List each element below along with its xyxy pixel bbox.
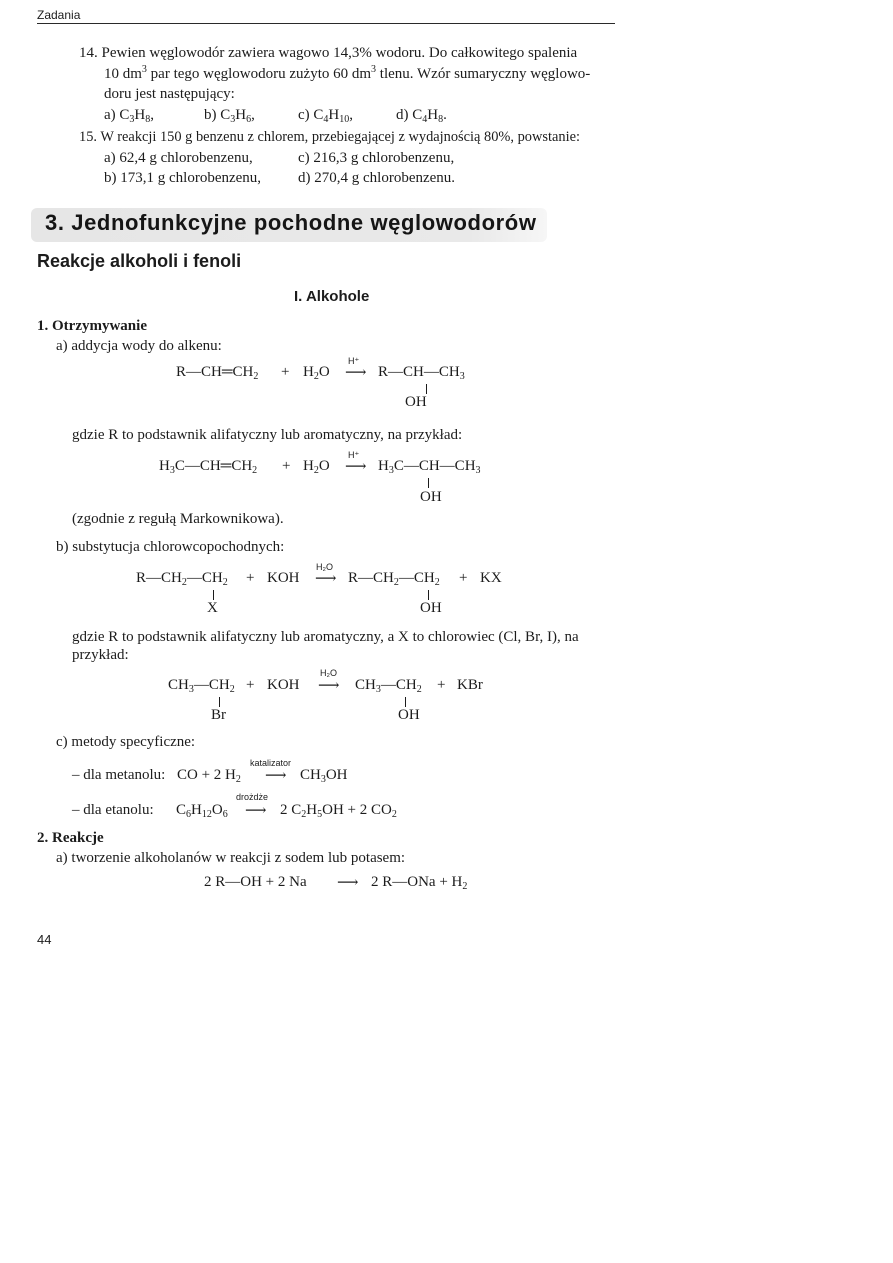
eq2-bond	[428, 478, 429, 488]
s1-heading: 1. Otrzymywanie	[37, 318, 147, 334]
eq7-arrow: ⟶	[337, 875, 359, 891]
eq4-arrow: ⟶	[318, 678, 340, 694]
eq3-plus2: +	[459, 570, 468, 586]
eq3-arrow: ⟶	[315, 571, 337, 587]
eq1-bond	[426, 384, 427, 394]
q15-option-a: a) 62,4 g chlorobenzenu,	[104, 150, 253, 166]
q15-option-b: b) 173,1 g chlorobenzenu,	[104, 170, 262, 186]
chapter-title: 3. Jednofunkcyjne pochodne węglowodorów	[45, 210, 537, 235]
eq1-right: $R—CH—CH_3$	[378, 364, 465, 382]
s2-item-a: a) tworzenie alkoholanów w reakcji z sodem lub potasem:	[56, 850, 406, 866]
eq4-right: $CH_3—CH_2$	[355, 677, 422, 695]
eq7-right: 2 R—ONa + $H_2$	[371, 874, 468, 892]
running-header: Zadania	[37, 8, 81, 22]
eq5-catalyst-label: katalizator	[250, 758, 292, 768]
eq3-plus1: +	[246, 570, 255, 586]
eq4-plus1: +	[246, 677, 255, 693]
eq7-left: 2 R—OH + 2 Na	[204, 874, 307, 890]
eq3-right: $R—CH_2—CH_2$	[348, 570, 440, 588]
s1-item-c: c) metody specyficzne:	[56, 734, 196, 750]
eq5-arrow: ⟶	[265, 768, 287, 784]
eq2-plus: +	[282, 458, 291, 474]
eq4-solvent-label: H₂O	[320, 668, 337, 678]
eq4-koh: KOH	[267, 677, 300, 693]
q14-option-c: c) $C_4H_{10}$,	[298, 107, 354, 125]
eq4-oh: OH	[398, 707, 420, 723]
eq5-right: $CH_3OH$	[300, 767, 348, 785]
s1-b-note2: przykład:	[72, 647, 129, 663]
eq5-left: CO + 2 $H_2$	[177, 767, 241, 785]
header-rule	[37, 23, 615, 24]
eq3-left-bond	[213, 590, 214, 600]
eq3-kx: KX	[480, 570, 502, 586]
eq1-arrow: ⟶	[345, 365, 367, 381]
q14-line2: 10 $dm^3$ par tego węglowodoru zużyto 60 $dm^3$ tlenu. Wzór sumaryczny węglowo-	[104, 64, 591, 82]
eq6-catalyst-label: drożdże	[236, 792, 269, 802]
eq1-oh: OH	[405, 394, 427, 410]
q14-line1: 14. Pewien węglowodór zawiera wagowo 14,3% wodoru. Do całkowitego spalenia	[79, 45, 578, 61]
q15-line1: 15. W reakcji 150 g benzenu z chlorem, przebiegającej z wydajnością 80%, powstanie:	[79, 129, 580, 145]
eq2-oh: OH	[420, 489, 442, 505]
eq5-label: – dla metanolu:	[72, 767, 166, 783]
eq2-catalyst-label: H⁺	[348, 450, 360, 460]
eq4-left: $CH_3—CH_2$	[168, 677, 235, 695]
eq3-x: X	[207, 600, 218, 616]
s1-item-a: a) addycja wody do alkenu:	[56, 338, 222, 354]
eq2-left: $H_3C—CH═CH_2$	[159, 458, 258, 476]
eq2-right: $H_3C—CH—CH_3$	[378, 458, 481, 476]
subsection-title: I. Alkohole	[294, 288, 370, 305]
q15-option-d: d) 270,4 g chlorobenzenu.	[298, 170, 456, 186]
eq4-plus2: +	[437, 677, 446, 693]
eq1-left: $R—CH═CH_2$	[176, 364, 259, 382]
page-number: 44	[37, 932, 52, 947]
eq3-right-bond	[428, 590, 429, 600]
eq1-water: $H_2O$	[303, 364, 330, 382]
eq6-arrow: ⟶	[245, 803, 267, 819]
eq3-oh: OH	[420, 600, 442, 616]
section-title: Reakcje alkoholi i fenoli	[37, 251, 242, 271]
eq4-kbr: KBr	[457, 677, 483, 693]
eq3-koh: KOH	[267, 570, 300, 586]
eq1-catalyst-label: H⁺	[348, 356, 360, 366]
eq3-left: $R—CH_2—CH_2$	[136, 570, 228, 588]
eq4-left-bond	[219, 697, 220, 707]
q14-option-b: b) $C_3H_6$,	[204, 107, 255, 125]
s1-a-note: gdzie R to podstawnik alifatyczny lub aromatyczny, na przykład:	[72, 427, 463, 443]
q15-option-c: c) 216,3 g chlorobenzenu,	[298, 150, 455, 166]
eq6-right: 2 $C_2H_5OH + 2$ $CO_2$	[280, 802, 397, 820]
eq3-solvent-label: H₂O	[316, 562, 333, 572]
eq6-label: – dla etanolu:	[72, 802, 154, 818]
q14-line3: doru jest następujący:	[104, 86, 235, 102]
s1-item-b: b) substytucja chlorowcopochodnych:	[56, 539, 285, 555]
eq4-br: Br	[211, 707, 226, 723]
eq2-arrow: ⟶	[345, 459, 367, 475]
eq2-water: $H_2O$	[303, 458, 330, 476]
q14-option-a: a) $C_3H_8$,	[104, 107, 155, 125]
eq1-plus: +	[281, 364, 290, 380]
s1-a-rule: (zgodnie z regułą Markownikowa).	[72, 511, 284, 527]
s2-heading: 2. Reakcje	[37, 830, 104, 846]
eq4-right-bond	[405, 697, 406, 707]
eq6-left: $C_6H_{12}O_6$	[176, 802, 228, 820]
q14-option-d: d) $C_4H_8$.	[396, 107, 447, 125]
s1-b-note1: gdzie R to podstawnik alifatyczny lub aromatyczny, a X to chlorowiec (Cl, Br, I), na	[72, 629, 579, 645]
